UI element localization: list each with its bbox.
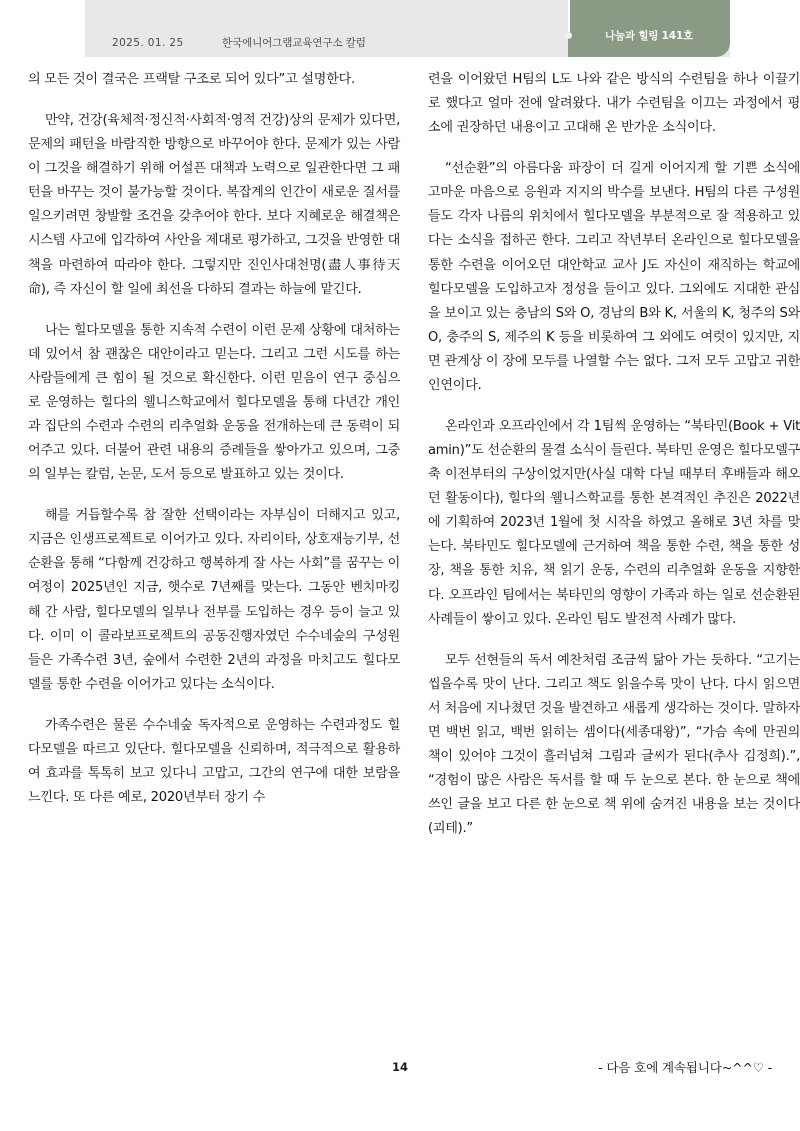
header-publication-title: 한국에니어그램교육연구소 칼럼 <box>222 37 366 49</box>
paragraph: 온라인과 오프라인에서 각 1팀씩 운영하는 “북타민(Book + Vitamin)”도 선순환의 물결 소식이 들린다. 북타민 운영은 힐다모델구축 이전부터의 구상이었지만(사실 대학 다닐 때부터 후배들과 해오던 활동이다), 힐다의 웰니스학교를 통한 본격적인 추진은 2022년에 기획하여 2023년 1월에 첫 시작을 하였고 올해로 3년 차를 맞는다. 북타민도 힐다모델에 근거하여 책을 통한 수련, 책을 통한 성장, 책을 통한 치유, 책 읽기 운동, 수련의 리추얼화 운동을 지향한다. 오프라인 팀에서는 북타민의 영향이 가족과 하는 일로 선순환된 사례들이 쌓이고 있다. 온라인 팀도 발전적 사례가 많다. <box>428 419 800 627</box>
article-body <box>0 68 800 841</box>
left-column <box>28 68 400 841</box>
page-header <box>0 0 800 60</box>
paragraph: 모두 선현들의 독서 예찬처럼 조금씩 닮아 가는 듯하다. “고기는 씹을수록 맛이 난다. 그리고 책도 읽을수록 맛이 난다. 다시 읽으면서 처음에 지나쳤던 것을 발견하고 새롭게 생각하는 것이다. 말하자면 백번 읽고, 백번 읽히는 셈이다(세종대왕)”, “가슴 속에 만권의 책이 있어야 그것이 흘러넘쳐 그림과 글씨가 된다(추사 김정희).”, “경험이 많은 사람은 독서를 할 때 두 눈으로 본다. 한 눈으로 책에 쓰인 글을 보고 다른 한 눈으로 책 위에 숨겨진 내용을 보는 것이다(괴테).” <box>428 652 800 837</box>
paragraph: 의 모든 것이 결국은 프랙탈 구조로 되어 있다”고 설명한다. <box>28 72 355 87</box>
paragraph: “선순환”의 아름다움 파장이 더 길게 이어지게 할 기쁜 소식에 고마운 마음으로 응원과 지지의 박수를 보낸다. H팀의 다른 구성원들도 각자 나름의 위치에서 힐다모델을 부분적으로 잘 적용하고 있다는 소식을 접하곤 한다. 그리고 작년부터 온라인으로 힐다모델을 통한 수련을 이어오던 대안학교 교사 J도 자신이 재직하는 학교에 힐다모델을 도입하고자 정성을 들이고 있다. 그외에도 지대한 관심을 보이고 있는 충남의 S와 O, 경남의 B와 K, 서울의 K, 청주의 S와 O, 충주의 S, 제주의 K 등을 비롯하여 그 외에도 여럿이 있지만, 지면 관계상 이 장에 모두를 나열할 수는 없다. 그저 모두 고맙고 귀한 인연이다. <box>428 161 800 393</box>
paragraph: 해를 거듭할수록 참 잘한 선택이라는 자부심이 더해지고 있고, 지금은 인생프로젝트로 이어가고 있다. 자리이타, 상호재능기부, 선순환을 통해 “다함께 건강하고 행복하게 잘 사는 사회”를 꿈꾸는 이 여정이 2025년인 지금, 햇수로 7년째를 맞는다. 그동안 벤치마킹해 간 사람, 힐다모델의 일부나 전부를 도입하는 경우 등이 늘고 있다. 이미 이 콜라보프로젝트의 공동진행자였던 수수네숲의 구성원들은 가족수련 3년, 숲에서 수련한 2년의 과정을 마치고도 힐다모델를 통한 수련을 이어가고 있다는 소식이다. <box>28 508 400 692</box>
paragraph: 만약, 건강(육체적·정신적·사회적·영적 건강)상의 문제가 있다면, 문제의 패턴을 바람직한 방향으로 바꾸어야 한다. 문제가 있는 사람이 그것을 해결하기 위해 어설픈 대책과 노력으로 일관한다면 그 패턴을 바꾸는 것이 불가능할 것이다. 복잡계의 인간이 새로운 질서를 일으키려면 창발할 조건을 갖추어야 한다. 보다 지혜로운 해결책은 시스템 사고에 입각하여 사안을 제대로 평가하고, 그것을 반영한 대책을 마련하여 따라야 한다. 그렇지만 진인사대천명(盡人事待天命), 즉 자신이 할 일에 최선을 다하되 결과는 하늘에 맡긴다. <box>28 113 400 297</box>
page-number: 14 <box>391 1060 408 1074</box>
header-issue-badge <box>568 0 730 57</box>
header-issue-label: 나눔과 힐링 141호 <box>605 30 693 42</box>
continuation-note: - 다음 호에 계속됩니다~^^♡ - <box>598 1060 772 1075</box>
page-footer <box>0 1062 800 1102</box>
header-date: 2025. 01. 25 <box>112 37 184 49</box>
paragraph: 련을 이어왔던 H팀의 L도 나와 같은 방식의 수련팀을 하나 이끌기로 했다고 얼마 전에 알려왔다. 내가 수련팀을 이끄는 과정에서 평소에 권장하던 내용이고 고대해 온 반가운 소식이다. <box>428 72 800 136</box>
paragraph: 나는 힐다모델을 통한 지속적 수련이 이런 문제 상황에 대처하는 데 있어서 참 괜찮은 대안이라고 믿는다. 그리고 그런 시도를 하는 사람들에게 큰 힘이 될 것으로 확신한다. 이런 믿음이 연구 중심으로 운영하는 힐다의 웰니스학교에서 힐다모델을 통해 다년간 개인과 집단의 수련과 수련의 리추얼화 운동을 전개하는데 큰 동력이 되어주고 있다. 더불어 관련 내용의 증례들을 쌓아가고 있으며, 그중의 일부는 칼럼, 논문, 도서 등으로 발표하고 있는 것이다. <box>28 322 400 483</box>
right-column <box>428 68 800 841</box>
paragraph: 가족수련은 물론 수수네숲 독자적으로 운영하는 수련과정도 힐다모델을 따르고 있단다. 힐다모델을 신뢰하며, 적극적으로 활용하여 효과를 톡톡히 보고 있다니 고맙고, 그간의 연구에 대한 보람을 느낀다. 또 다른 예로, 2020년부터 장기 수 <box>28 717 400 806</box>
